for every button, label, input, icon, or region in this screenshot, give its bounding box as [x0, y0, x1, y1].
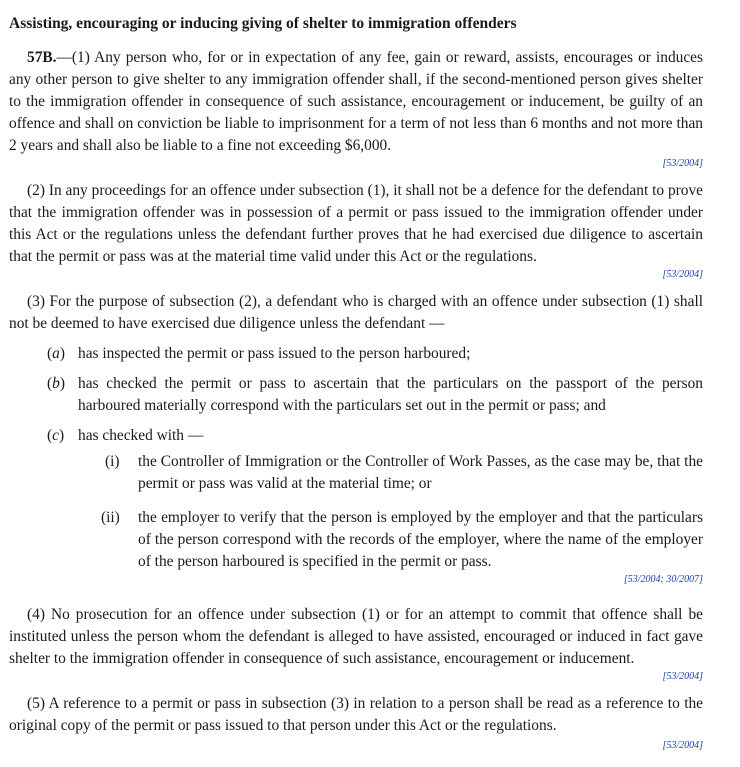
- amendment-note-2: [53/2004]: [662, 269, 703, 280]
- sub-item-i: [105, 451, 703, 495]
- sub-item-i-label: (i): [105, 453, 120, 470]
- sub-item-i-text: the Controller of Immigration or the Controller of Work Passes, as the case may be, that the permit or pass was valid at the material time; or: [138, 453, 703, 492]
- subsection-2: (2) In any proceedings for an offence under subsection (1), it shall not be a defence for the defendant to prove that the immigration offender was in possession of a permit or pass issued to the immigration offender under this Act or the regulations unless the defendant further proves that he had exercised due diligence to ascertain that the permit or pass was at the material time valid under this Act or the regulations.: [9, 182, 703, 265]
- subsection-5: (5) A reference to a permit or pass in subsection (3) in relation to a person shall be read as a reference to the original copy of the permit or pass issued to that person under this Act or the regulations.: [9, 695, 703, 734]
- list-item-a-text: has inspected the permit or pass issued to the person harboured;: [78, 345, 471, 362]
- list-item-a-label: (a): [47, 345, 65, 362]
- amendment-note-4: [53/2004]: [662, 671, 703, 682]
- subsection-1-text: Any person who, for or in expectation of any fee, gain or reward, assists, encourages or induces any other person to give shelter to any immigration offender shall, if the second-mentioned person gives shelter to the immigration offender in consequence of such assistance, encouragement or inducement, be guilty of an offence and shall on conviction be liable to imprisonment for a term of not less than 6 months and not more than 2 years and shall also be liable to a fine not exceeding $6,000.: [9, 49, 703, 154]
- list-item-a: [47, 343, 703, 365]
- amendment-note-1: [53/2004]: [662, 158, 703, 169]
- subsection-4: (4) No prosecution for an offence under subsection (1) or for an attempt to commit that offence shall be instituted unless the person whom the defendant is alleged to have assisted, encouraged or induced in fact gave shelter to the immigration offender in consequence of such assistance, encouragement or inducement.: [9, 606, 703, 667]
- section-number: 57B.: [27, 49, 57, 66]
- list-item-c-label: (c): [47, 427, 65, 444]
- amendment-note-5: [53/2004]: [662, 740, 703, 751]
- list-item-b-label: (b): [47, 375, 65, 392]
- list-item-b-text: has checked the permit or pass to ascertain that the particulars on the passport of the person harboured materially correspond with the particulars set out in the permit or pass; and: [78, 375, 703, 414]
- sub-item-ii-label: (ii): [101, 509, 120, 526]
- amendment-note-3: [53/2004; 30/2007]: [623, 574, 703, 585]
- section-heading: Assisting, encouraging or inducing giving of shelter to immigration offenders: [9, 15, 517, 32]
- subsection-1-label: —(1): [56, 49, 90, 66]
- list-item-b: [47, 373, 703, 417]
- subsection-1: [9, 47, 703, 157]
- subsection-3: (3) For the purpose of subsection (2), a defendant who is charged with an offence under subsection (1) shall not be deemed to have exercised due diligence unless the defendant —: [9, 293, 703, 332]
- sub-item-ii-text: the employer to verify that the person is employed by the employer and that the particulars of the person correspond with the records of the employer, where the name of the employer of the person harboured is specified in the permit or pass.: [138, 509, 703, 570]
- sub-item-ii: [101, 507, 703, 573]
- list-item-c: [47, 425, 703, 447]
- list-item-c-text: has checked with —: [78, 427, 204, 444]
